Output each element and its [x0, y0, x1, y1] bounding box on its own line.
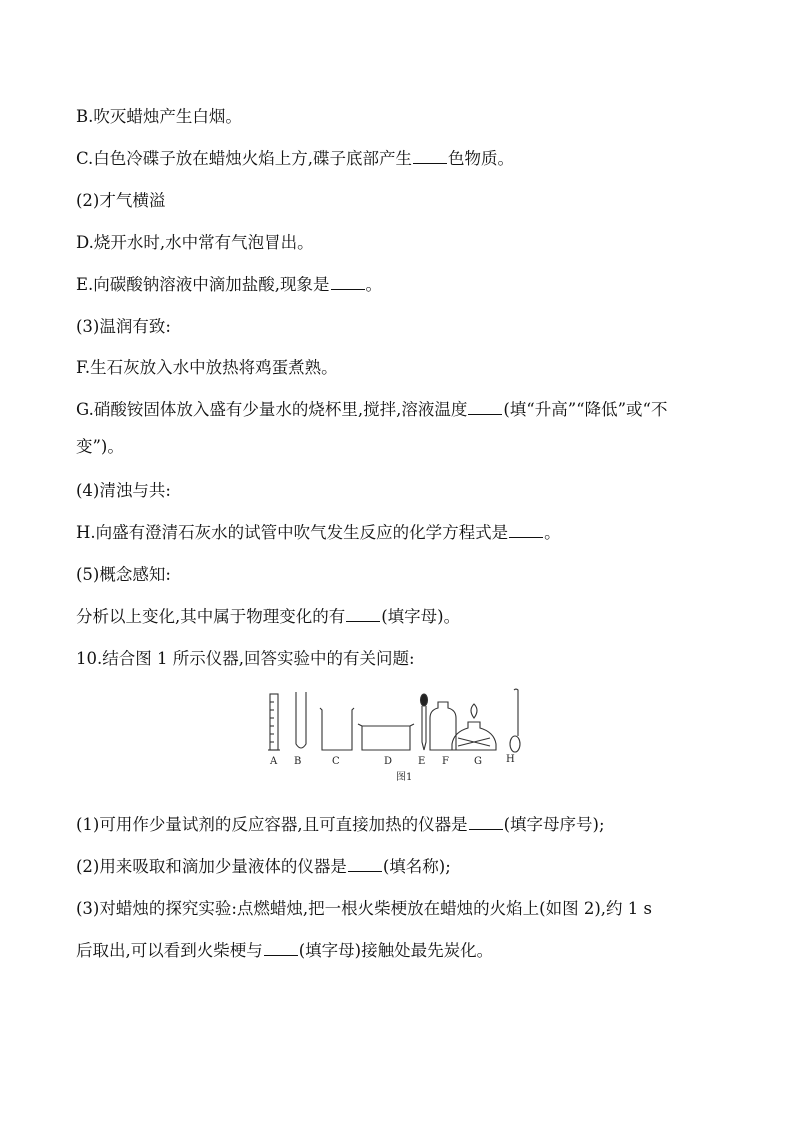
label-h: H [506, 754, 515, 765]
subquestion-2: (2)才气横溢 [76, 191, 166, 210]
answer-blank[interactable] [346, 607, 380, 622]
analysis-line: 分析以上变化,其中属于物理变化的有 (填字母)。 [76, 607, 461, 626]
subquestion-5: (5)概念感知: [76, 565, 171, 584]
answer-blank[interactable] [348, 857, 382, 872]
option-d: D.烧开水时,水中常有气泡冒出。 [76, 233, 314, 252]
answer-blank[interactable] [413, 149, 447, 164]
alcohol-lamp-icon [452, 704, 496, 750]
option-f: F.生石灰放入水中放热将鸡蛋煮熟。 [76, 358, 338, 377]
subq-2: (2)用来吸取和滴加少量液体的仪器是 (填名称); [76, 857, 451, 876]
answer-blank[interactable] [468, 400, 502, 415]
figure-caption: 图1 [396, 772, 413, 783]
subquestion-4: (4)清浊与共: [76, 481, 171, 500]
label-c: C [332, 756, 340, 767]
label-b: B [294, 756, 302, 767]
question-10: 10.结合图 1 所示仪器,回答实验中的有关问题: [76, 649, 415, 668]
label-d: D [384, 756, 393, 767]
option-g-line1: G.硝酸铵固体放入盛有少量水的烧杯里,搅拌,溶液温度 (填“升高”“降低”或“不 [76, 400, 668, 419]
answer-blank[interactable] [469, 815, 503, 830]
subquestion-3: (3)温润有致: [76, 317, 171, 336]
answer-blank[interactable] [264, 941, 298, 956]
beaker-icon [320, 708, 354, 750]
option-e: E.向碳酸钠溶液中滴加盐酸,现象是 。 [76, 275, 383, 294]
graduated-cylinder-icon [268, 694, 280, 750]
trough-icon [358, 724, 414, 750]
figure-1-instruments [262, 688, 532, 788]
label-f: F [442, 756, 449, 767]
option-g-line2: 变”)。 [76, 437, 124, 456]
dropper-icon [421, 694, 428, 750]
spatula-icon [510, 689, 520, 752]
answer-blank[interactable] [509, 523, 543, 538]
option-b: B.吹灭蜡烛产生白烟。 [76, 107, 242, 126]
subq-3-line1: (3)对蜡烛的探究实验:点燃蜡烛,把一根火柴梗放在蜡烛的火焰上(如图 2),约 1 s [76, 899, 652, 918]
test-tube-icon [296, 692, 306, 748]
option-c: C.白色冷碟子放在蜡烛火焰上方,碟子底部产生 色物质。 [76, 149, 515, 168]
option-h: H.向盛有澄清石灰水的试管中吹气发生反应的化学方程式是 。 [76, 523, 561, 542]
answer-blank[interactable] [331, 275, 365, 290]
label-a: A [270, 756, 278, 767]
label-g: G [474, 756, 482, 767]
subq-3-line2: 后取出,可以看到火柴梗与 (填字母)接触处最先炭化。 [76, 941, 494, 960]
label-e: E [418, 756, 426, 767]
subq-1: (1)可用作少量试剂的反应容器,且可直接加热的仪器是 (填字母序号); [76, 815, 605, 834]
